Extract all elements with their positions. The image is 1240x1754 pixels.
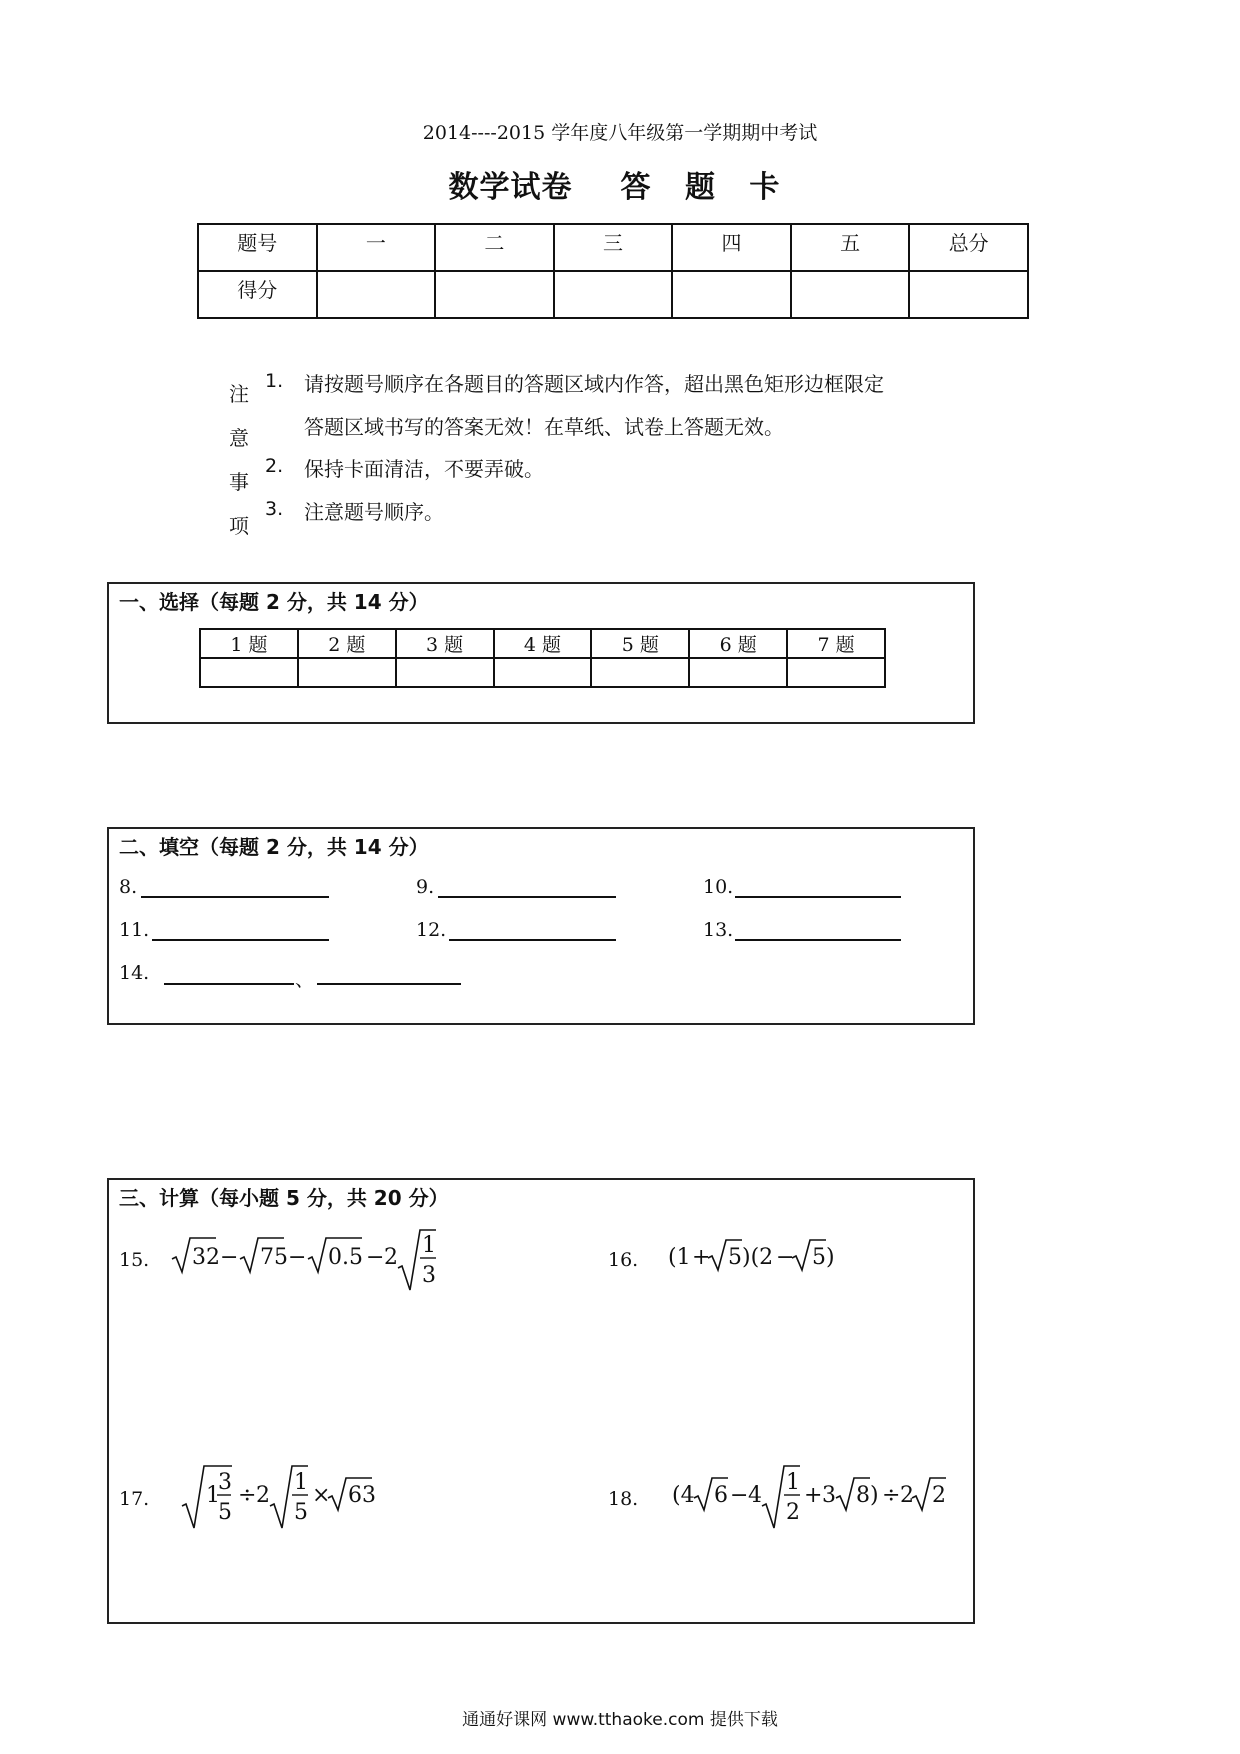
svg-text:8: 8 (856, 1483, 870, 1508)
svg-text:5: 5 (218, 1500, 232, 1525)
choice-column-label: 6 题 (689, 629, 787, 658)
notice-item-number: 3. (265, 498, 284, 520)
svg-text:×: × (312, 1483, 331, 1508)
svg-text:÷: ÷ (882, 1483, 901, 1508)
choice-column-label: 2 题 (298, 629, 396, 658)
svg-text:−: − (730, 1483, 749, 1508)
svg-text:): ) (870, 1483, 879, 1508)
choice-column-label: 1 题 (200, 629, 298, 658)
svg-text:1: 1 (786, 1470, 800, 1495)
section-calculation-title: 三、计算（每小题 5 分，共 20 分） (119, 1186, 449, 1210)
svg-text:2: 2 (932, 1483, 946, 1508)
svg-text:3: 3 (422, 1263, 436, 1288)
answer-blank[interactable] (449, 939, 616, 941)
svg-text:1: 1 (422, 1233, 436, 1258)
choice-answer-cell[interactable] (396, 658, 494, 687)
svg-text:32: 32 (192, 1245, 220, 1270)
notice-item-number: 2. (265, 455, 284, 477)
choice-column-label: 3 题 (396, 629, 494, 658)
notice-item-text: 请按题号顺序在各题目的答题区域内作答，超出黑色矩形边框限定 (304, 372, 884, 396)
blank-label: 14. (119, 962, 150, 984)
title-left: 数学试卷 (448, 170, 573, 205)
blank-label: 12. (416, 919, 447, 941)
notice-heading-char: 意 (229, 426, 249, 450)
svg-text:÷: ÷ (238, 1483, 257, 1508)
score-cell: 二 (435, 224, 554, 271)
svg-text:1: 1 (206, 1483, 220, 1508)
blank-label: 13. (703, 919, 734, 941)
choice-answer-cell[interactable] (787, 658, 885, 687)
choice-answer-row (200, 658, 885, 687)
notice-heading-char: 事 (229, 470, 249, 494)
svg-text:−: − (288, 1245, 307, 1270)
svg-text:)(2: )(2 (742, 1245, 774, 1270)
score-cell: 总分 (909, 224, 1028, 271)
svg-text:5: 5 (812, 1245, 826, 1270)
exam-subtitle: 2014----2015 学年度八年级第一学期期中考试 (422, 122, 818, 144)
svg-text:6: 6 (714, 1483, 728, 1508)
svg-text:−: − (220, 1245, 239, 1270)
svg-text:5: 5 (728, 1245, 742, 1270)
choice-column-label: 5 题 (591, 629, 689, 658)
choice-answer-cell[interactable] (689, 658, 787, 687)
problem-18-expression (672, 1462, 952, 1532)
notice-item-text: 答题区域书写的答案无效！在草纸、试卷上答题无效。 (304, 415, 784, 439)
score-input-cell[interactable] (435, 271, 554, 318)
answer-blank[interactable] (317, 983, 461, 985)
svg-text:3: 3 (218, 1470, 232, 1495)
section-choice-title: 一、选择（每题 2 分，共 14 分） (119, 590, 429, 614)
notice-heading-char: 项 (229, 514, 249, 538)
problem-15-expression (170, 1226, 440, 1294)
score-table (197, 223, 1029, 319)
answer-blank[interactable] (152, 939, 329, 941)
svg-text:4: 4 (748, 1483, 762, 1508)
choice-header-row (200, 629, 885, 658)
svg-text:(4: (4 (672, 1483, 695, 1508)
choice-answer-table (199, 628, 886, 688)
svg-text:2: 2 (900, 1483, 914, 1508)
answer-blank[interactable] (735, 896, 901, 898)
blank-label: 8. (119, 876, 138, 898)
problem-number: 15. (119, 1249, 150, 1271)
problem-number: 18. (608, 1488, 639, 1510)
score-cell: 三 (554, 224, 673, 271)
answer-blank[interactable] (164, 983, 294, 985)
svg-text:1: 1 (294, 1470, 308, 1495)
svg-text:63: 63 (348, 1483, 376, 1508)
problem-number: 16. (608, 1249, 639, 1271)
svg-text:2: 2 (384, 1245, 398, 1270)
svg-text:+: + (692, 1245, 711, 1270)
score-cell: 五 (791, 224, 910, 271)
score-input-cell[interactable] (317, 271, 436, 318)
svg-text:5: 5 (294, 1500, 308, 1525)
notice-item-text: 注意题号顺序。 (304, 500, 444, 524)
svg-text:3: 3 (822, 1483, 836, 1508)
problem-17-expression (180, 1462, 380, 1532)
svg-text:2: 2 (786, 1500, 800, 1525)
exam-title (0, 162, 1240, 206)
choice-answer-cell[interactable] (591, 658, 689, 687)
notice-heading (229, 372, 253, 548)
choice-answer-cell[interactable] (200, 658, 298, 687)
notice-heading-char: 注 (229, 382, 249, 406)
notice-item-text: 保持卡面清洁，不要弄破。 (304, 457, 544, 481)
svg-text:0.5: 0.5 (328, 1245, 363, 1270)
svg-text:+: + (804, 1483, 823, 1508)
choice-answer-cell[interactable] (298, 658, 396, 687)
svg-text:−: − (366, 1245, 385, 1270)
title-right: 答 题 卡 (620, 170, 792, 205)
choice-answer-cell[interactable] (494, 658, 592, 687)
score-cell: 题号 (198, 224, 317, 271)
score-input-cell[interactable] (672, 271, 791, 318)
score-table-header-row (198, 224, 1028, 271)
score-cell: 一 (317, 224, 436, 271)
svg-text:): ) (826, 1245, 835, 1270)
blank-label: 11. (119, 919, 150, 941)
choice-column-label: 4 题 (494, 629, 592, 658)
notice-item-number: 1. (265, 370, 284, 392)
answer-blank[interactable] (438, 896, 616, 898)
svg-text:2: 2 (256, 1483, 270, 1508)
svg-text:75: 75 (260, 1245, 288, 1270)
svg-text:−: − (776, 1245, 795, 1270)
score-cell: 四 (672, 224, 791, 271)
score-table-score-row (198, 271, 1028, 318)
answer-blank[interactable] (141, 896, 329, 898)
blank-label: 9. (416, 876, 435, 898)
footer-credit: 通通好课网 www.tthaoke.com 提供下载 (462, 1710, 778, 1730)
problem-number: 17. (119, 1488, 150, 1510)
blank-separator: 、 (295, 969, 315, 991)
section-fill-blank-title: 二、填空（每题 2 分，共 14 分） (119, 835, 429, 859)
score-input-cell[interactable] (909, 271, 1028, 318)
answer-blank[interactable] (735, 939, 901, 941)
svg-text:(1: (1 (668, 1245, 691, 1270)
score-row-label: 得分 (198, 271, 317, 318)
blank-label: 10. (703, 876, 734, 898)
score-input-cell[interactable] (791, 271, 910, 318)
score-input-cell[interactable] (554, 271, 673, 318)
choice-column-label: 7 题 (787, 629, 885, 658)
problem-16-expression (668, 1234, 838, 1282)
